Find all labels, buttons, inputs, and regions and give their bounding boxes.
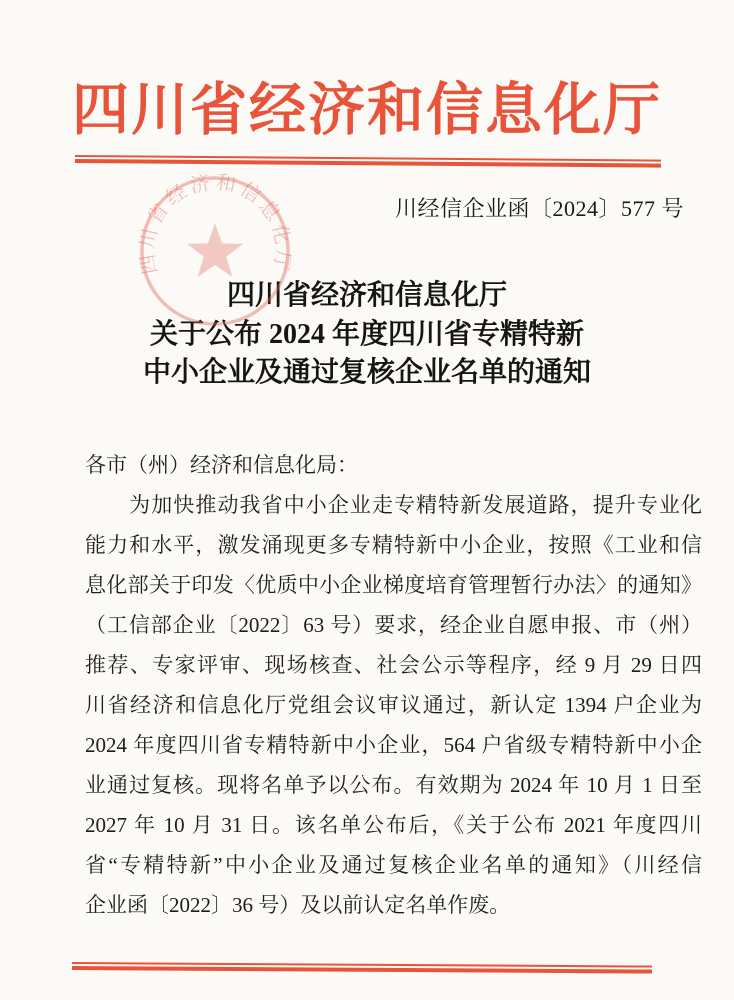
document-body xyxy=(85,445,702,925)
body-text-line: 能力和水平，激发涌现更多专精特新中小企业，按照《工业和信 xyxy=(85,533,702,557)
body-text-line: 企业函〔2022〕36 号）及以前认定名单作废。 xyxy=(85,893,511,917)
body-text-line: 业通过复核。现将名单予以公布。有效期为 2024 年 10 月 1 日至 xyxy=(85,773,702,797)
title-line-1: 四川省经济和信息化厅 xyxy=(226,280,507,311)
document-number: 川经信企业函〔2024〕577 号 xyxy=(394,196,684,221)
body-text-line: 为加快推动我省中小企业走专精特新发展道路，提升专业化 xyxy=(85,493,702,517)
body-text-line: 川省经济和信息化厅党组会议审议通过，新认定 1394 户企业为 xyxy=(85,693,702,717)
main-paragraph xyxy=(85,485,702,925)
body-text-line: 息化部关于印发〈优质中小企业梯度培育管理暂行办法〉的通知》 xyxy=(85,573,702,597)
body-text-line: （工信部企业〔2022〕63 号）要求，经企业自愿申报、市（州） xyxy=(85,613,702,637)
title-line-3: 中小企业及通过复核企业名单的通知 xyxy=(142,357,591,388)
body-text-line: 2024 年度四川省专精特新中小企业，564 户省级专精特新中小企 xyxy=(85,733,702,757)
document-title xyxy=(0,277,734,393)
body-text-line: 推荐、专家评审、现场核查、社会公示等程序，经 9 月 29 日四 xyxy=(85,653,702,677)
rule-thick-line xyxy=(72,966,652,974)
body-text-line: 2027 年 10 月 31 日。该名单公布后，《关于公布 2021 年度四川 xyxy=(85,813,702,837)
salutation: 各市（州）经济和信息化局： xyxy=(85,453,358,477)
title-line-2: 关于公布 2024 年度四川省专精特新 xyxy=(149,318,584,350)
masthead-rule xyxy=(75,155,661,168)
star-icon xyxy=(187,223,243,277)
body-text-line: 省“专精特新”中小企业及通过复核企业名单的通知》（川经信 xyxy=(85,853,702,877)
seal-arc-text: 四川省经济和信息化厅 xyxy=(136,172,294,276)
footer-rule xyxy=(72,962,652,974)
agency-masthead: 四川省经济和信息化厅 xyxy=(72,79,662,142)
